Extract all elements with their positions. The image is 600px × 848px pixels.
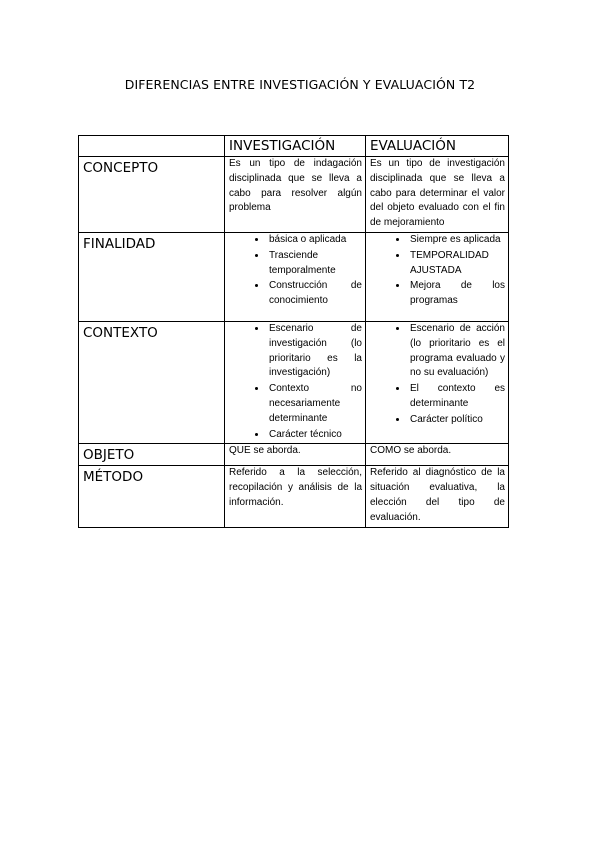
row-label-metodo: MÉTODO — [79, 466, 225, 527]
finalidad-evaluacion-cell — [366, 232, 509, 321]
list-item: • El contexto es determinante — [408, 382, 505, 412]
bullet-list — [229, 233, 362, 309]
row-metodo — [79, 466, 509, 527]
row-objeto — [79, 444, 509, 466]
document-title: DIFERENCIAS ENTRE INVESTIGACIÓN Y EVALUACIÓN T2 — [124, 77, 476, 92]
row-finalidad — [79, 232, 509, 321]
list-item: • Carácter técnico — [267, 428, 362, 443]
bullet-list — [370, 233, 505, 309]
list-item: • Siempre es aplicada — [408, 233, 505, 248]
concepto-evaluacion-cell: Es un tipo de investigación disciplinada que se lleva a cabo para determinar el valor del objeto evaluado con el fin de mejoramiento — [366, 157, 509, 233]
list-item: • Carácter político — [408, 413, 505, 428]
contexto-evaluacion-cell — [366, 321, 509, 443]
bullet-list — [370, 322, 505, 428]
differences-table — [78, 135, 509, 528]
bullet-list — [229, 322, 362, 442]
concepto-investigacion-cell: Es un tipo de indagación disciplinada que se lleva a cabo para resolver algún problema — [225, 157, 366, 233]
list-item: • Contexto no necesariamente determinante — [267, 382, 362, 426]
row-concepto — [79, 157, 509, 233]
contexto-investigacion-cell — [225, 321, 366, 443]
row-contexto — [79, 321, 509, 443]
list-item: • Escenario de acción (lo prioritario es el programa evaluado y no su evaluación) — [408, 322, 505, 381]
list-item: • TEMPORALIDAD AJUSTADA — [408, 249, 505, 279]
objeto-evaluacion-cell: COMO se aborda. — [366, 444, 509, 466]
row-label-contexto: CONTEXTO — [79, 321, 225, 443]
list-item: • Trasciende temporalmente — [267, 249, 362, 279]
list-item: • Construcción de conocimiento — [267, 279, 362, 309]
finalidad-investigacion-cell — [225, 232, 366, 321]
column-header-evaluacion: EVALUACIÓN — [366, 136, 509, 157]
header-row — [79, 136, 509, 157]
row-label-finalidad: FINALIDAD — [79, 232, 225, 321]
column-header-investigacion: INVESTIGACIÓN — [225, 136, 366, 157]
corner-cell — [79, 136, 225, 157]
list-item: • Escenario de investigación (lo prioritario es la investigación) — [267, 322, 362, 381]
metodo-investigacion-cell: Referido a la selección, recopilación y análisis de la información. — [225, 466, 366, 527]
list-item: • Mejora de los programas — [408, 279, 505, 309]
metodo-evaluacion-cell: Referido al diagnóstico de la situación evaluativa, la elección del tipo de evaluación. — [366, 466, 509, 527]
row-label-concepto: CONCEPTO — [79, 157, 225, 233]
row-label-objeto: OBJETO — [79, 444, 225, 466]
list-item: • básica o aplicada — [267, 233, 362, 248]
objeto-investigacion-cell: QUE se aborda. — [225, 444, 366, 466]
